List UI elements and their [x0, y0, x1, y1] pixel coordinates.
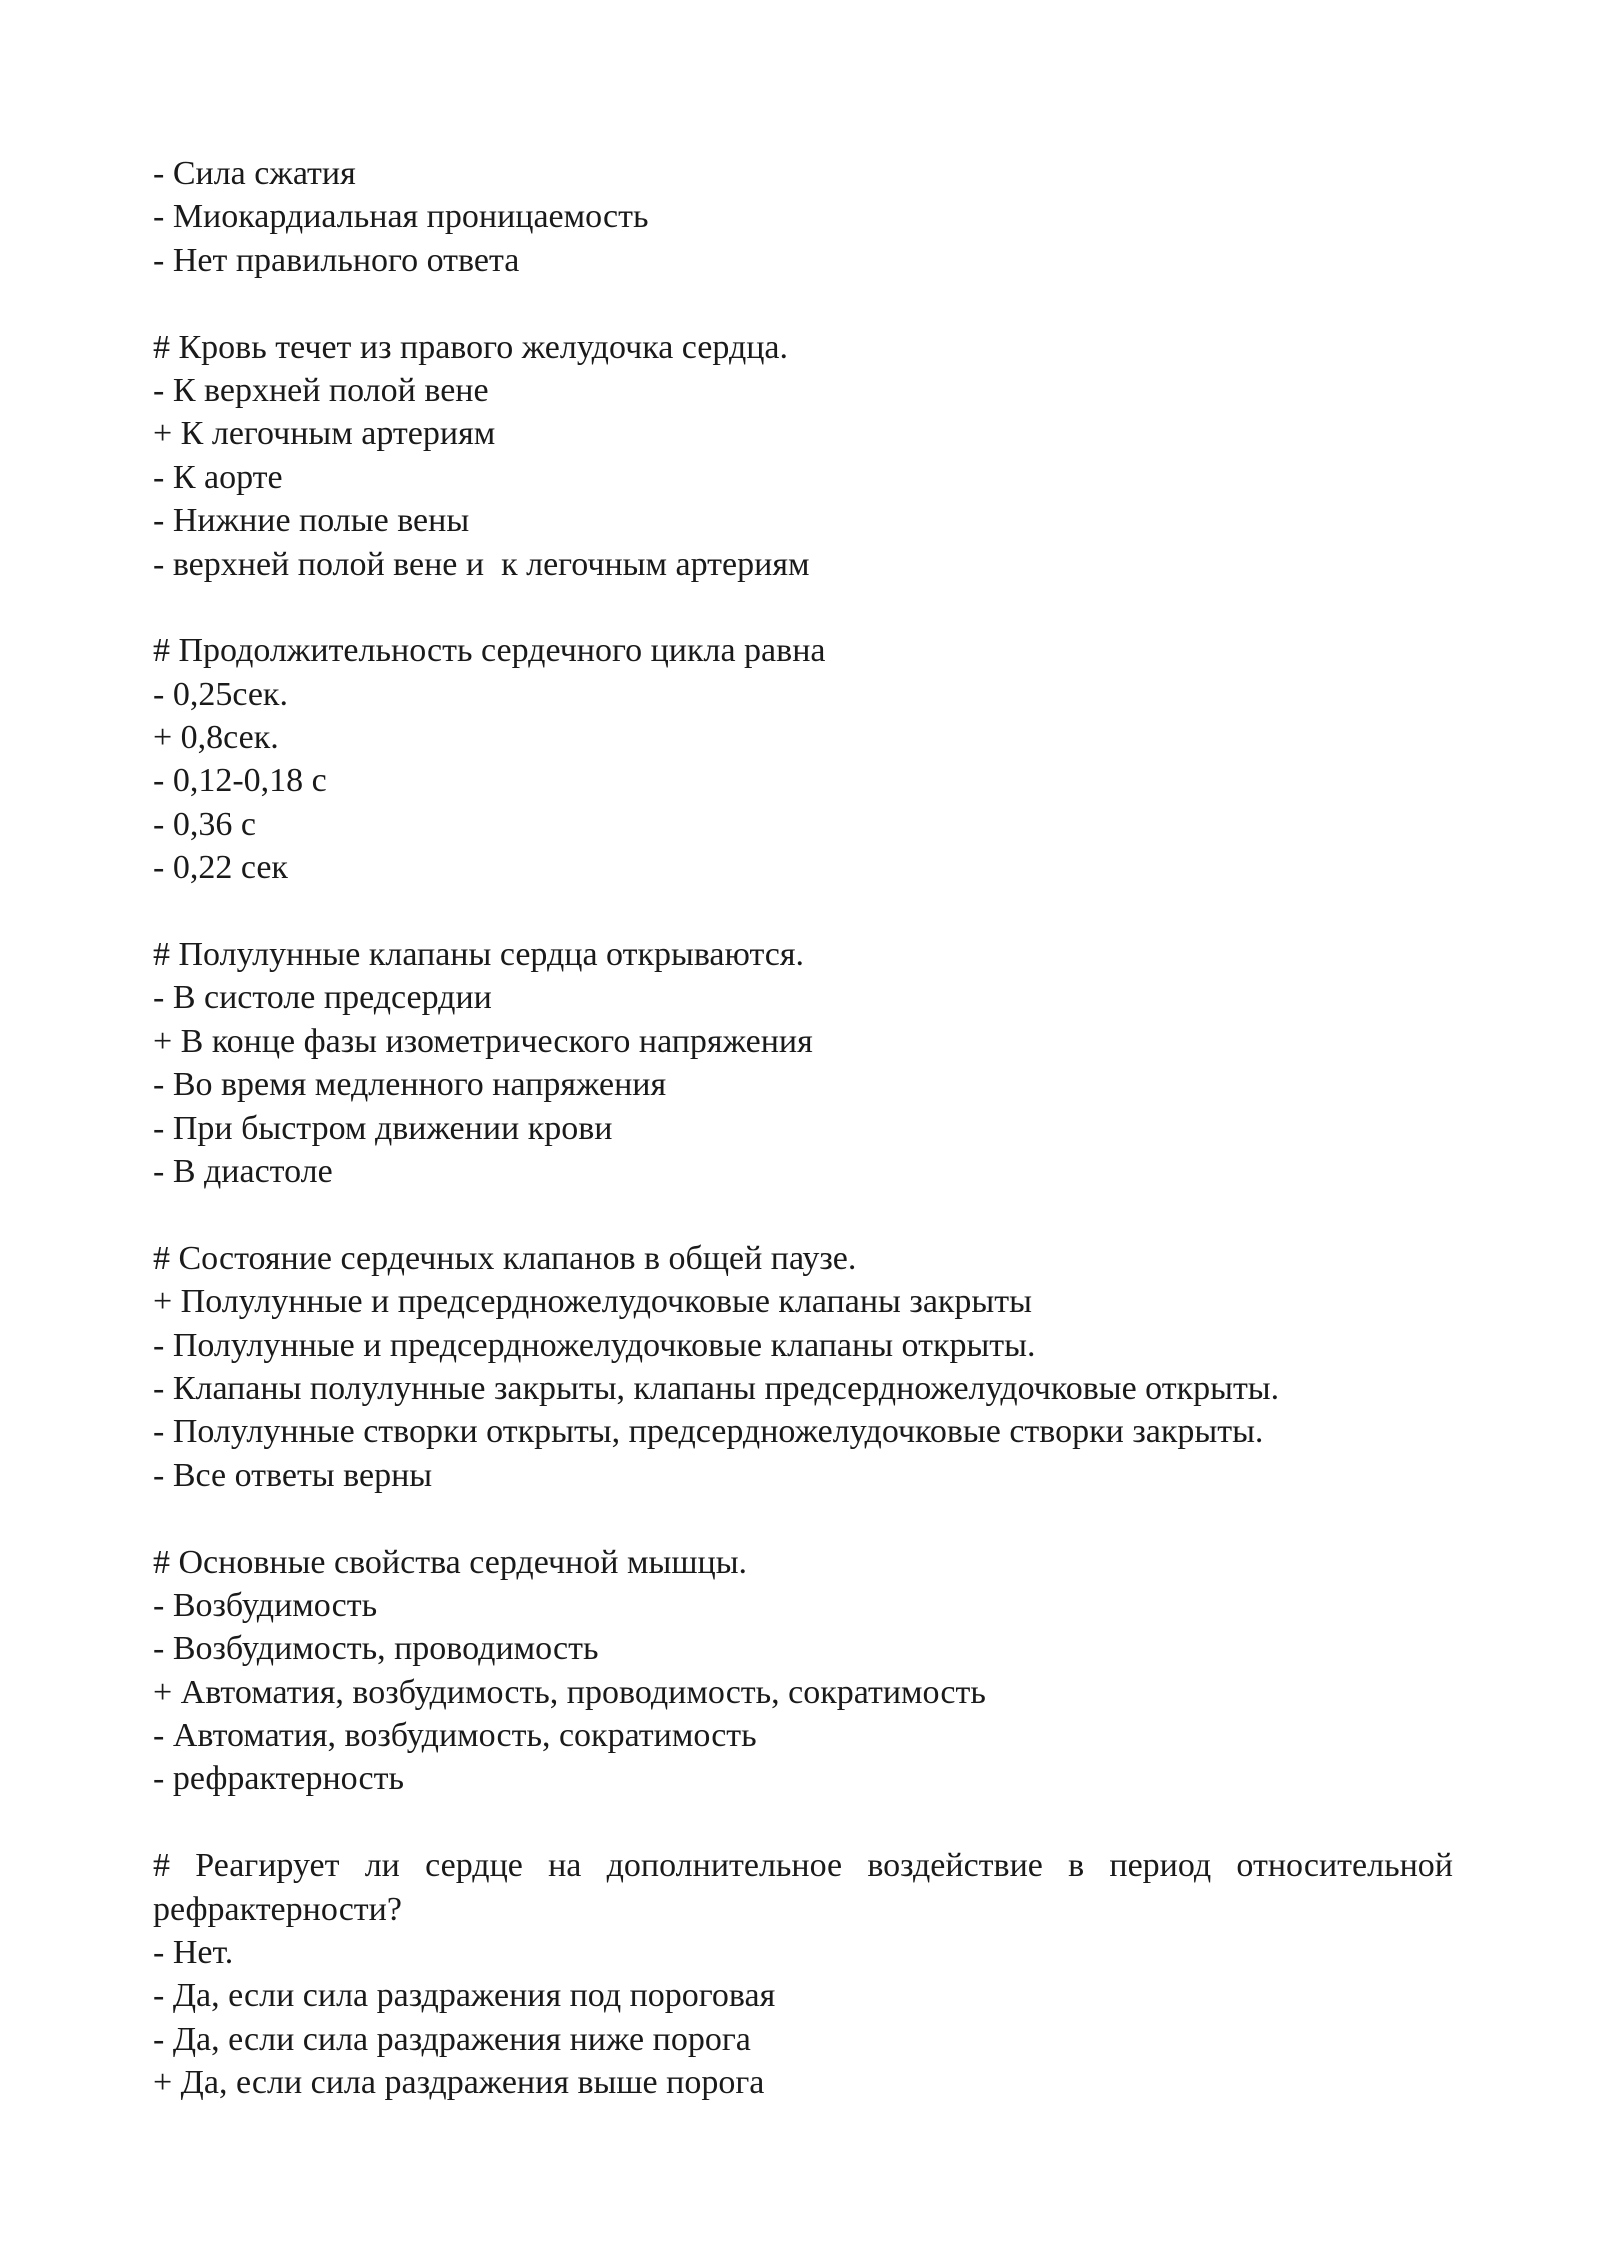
answer-option: - Полулунные створки открыты, предсердножелудочковые створки закрыты. — [153, 1413, 1264, 1451]
answer-option: - Да, если сила раздражения под пороговая — [153, 1977, 776, 2015]
document-page — [153, 152, 1453, 2148]
question-text: # Продолжительность сердечного цикла равна — [153, 632, 826, 670]
question-block — [153, 1237, 1453, 1497]
answer-option: - Нижние полые вены — [153, 502, 470, 540]
question-text: # Основные свойства сердечной мышцы. — [153, 1543, 748, 1581]
answer-option: - Во время медленного напряжения — [153, 1066, 667, 1104]
answer-option: - Возбудимость — [153, 1586, 378, 1624]
question-block — [153, 1844, 1453, 2104]
answer-option: + Да, если сила раздражения выше порога — [153, 2064, 765, 2102]
answer-option: - 0,12-0,18 с — [153, 762, 327, 800]
answer-option: + Автоматия, возбудимость, проводимость, сократимость — [153, 1673, 986, 1711]
answer-option: - В систоле предсердии — [153, 979, 492, 1017]
answer-option: - 0,22 сек — [153, 849, 288, 887]
answer-option: + В конце фазы изометрического напряжения — [153, 1022, 813, 1060]
answer-option: - Автоматия, возбудимость, сократимость — [153, 1717, 757, 1755]
question-block — [153, 629, 1453, 889]
question-text: # Состояние сердечных клапанов в общей паузе. — [153, 1239, 857, 1277]
question-block-continued — [153, 152, 1453, 282]
answer-option: - В диастоле — [153, 1152, 333, 1190]
answer-option: + 0,8сек. — [153, 719, 279, 757]
answer-option: - Возбудимость, проводимость — [153, 1630, 599, 1668]
question-text: # Кровь течет из правого желудочка сердца. — [153, 328, 789, 366]
answer-option: - Миокардиальная проницаемость — [153, 198, 649, 236]
answer-option: - верхней полой вене и к легочным артериям — [153, 545, 810, 583]
answer-option: - рефрактерность — [153, 1760, 404, 1798]
question-text: # Реагирует ли сердце на дополнительное воздействие в период относительной рефрактерности? — [153, 1847, 1453, 1928]
question-block — [153, 1541, 1453, 1801]
answer-option: - Сила сжатия — [153, 155, 356, 192]
answer-option: + К легочным артериям — [153, 415, 496, 453]
answer-option: - 0,25сек. — [153, 675, 288, 713]
answer-option: - Нет правильного ответа — [153, 241, 520, 279]
answer-option: - Клапаны полулунные закрыты, клапаны предсердножелудочковые открыты. — [153, 1369, 1280, 1407]
answer-option: - 0,36 с — [153, 805, 256, 843]
answer-option: - К верхней полой вене — [153, 371, 489, 409]
question-block — [153, 326, 1453, 586]
answer-option: - Все ответы верны — [153, 1456, 433, 1494]
answer-option: - Полулунные и предсердножелудочковые клапаны открыты. — [153, 1326, 1036, 1364]
answer-option: - К аорте — [153, 458, 283, 496]
question-block — [153, 933, 1453, 1193]
question-text: # Полулунные клапаны сердца открываются. — [153, 936, 804, 974]
answer-option: - При быстром движении крови — [153, 1109, 613, 1147]
answer-option: + Полулунные и предсердножелудочковые клапаны закрыты — [153, 1283, 1032, 1321]
answer-option: - Нет. — [153, 1934, 234, 1972]
answer-option: - Да, если сила раздражения ниже порога — [153, 2020, 751, 2058]
